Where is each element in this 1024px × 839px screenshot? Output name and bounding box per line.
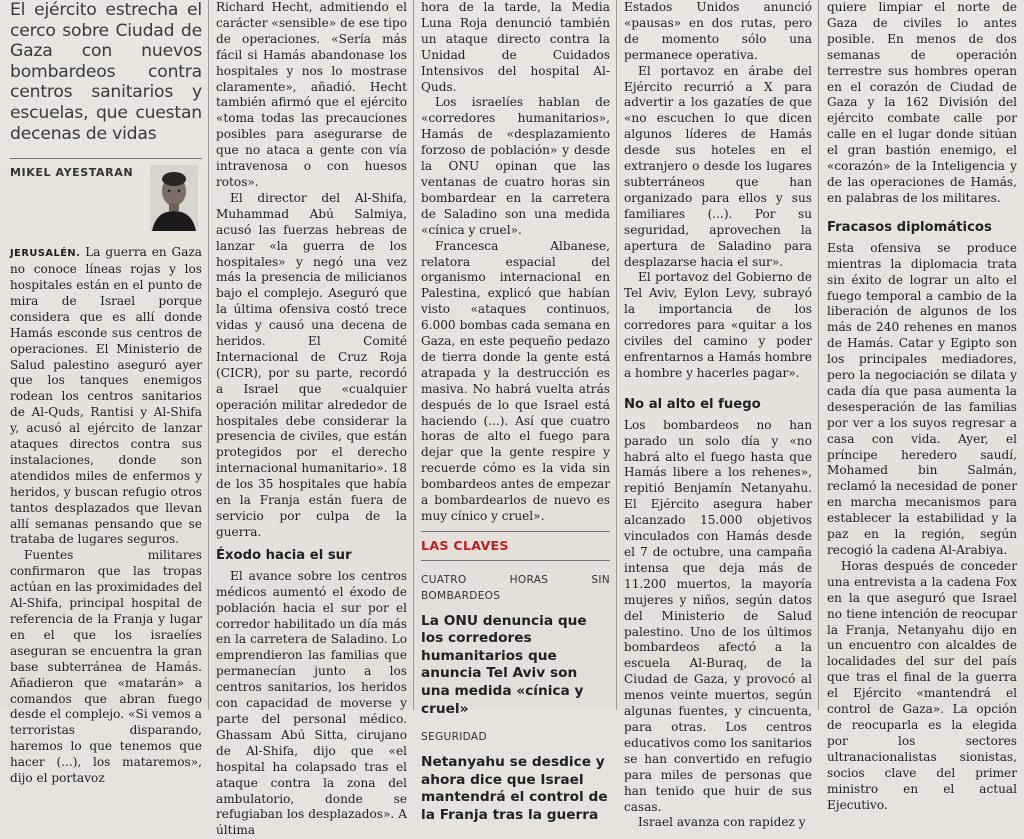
paragraph: Fuentes militares confirmaron que las tropas actúan en las proximidades del Al-Shifa, principal hospital de referencia de la Franja y lugar en el que los israelíes aseguran se encuentra la gran base subterránea de Hamás. Añadieron que «matarán» a comandos que abran fuego desde el complejo. «Si vemos a terroristas disparando, haremos lo que tenemos que hacer (...), los mataremos», dijo el portavoz <box>10 548 202 786</box>
paragraph: quiere limpiar el norte de Gaza de civiles lo antes posible. En menos de dos semanas de operación terrestre sus hombres operan en el corazón de Ciudad de Gaza y la 162 División del ejército combate calle por calle en el lugar donde sitúan el gran bastión enemigo, el «corazón» de la Inteligencia y de las operaciones de Hamás, en palabras de los militares. <box>827 0 1017 205</box>
byline-block <box>10 165 202 245</box>
divider <box>10 158 202 159</box>
column-1 <box>10 0 202 786</box>
subheading-exodo: Éxodo hacia el sur <box>216 547 352 563</box>
paragraph: Horas después de conceder una entrevista a la cadena Fox en la que aseguró que Israel no tiene intención de reocupar la Franja, Netanyahu dijo en un encuentro con alcaldes de localidades del sur del país que tras el final de la guerra el Ejército «mantendrá el control de Gaza». La opción de reocuparla es la elegida por los sectores ultranacionalistas sionistas, socios clave del primer ministro en el actual Ejecutivo. <box>827 558 1017 812</box>
paragraph: hora de la tarde, la Media Luna Roja denunció también un ataque directo contra la Unidad de Cuidados Intensivos del hospital Al-Quds. <box>421 0 610 94</box>
divider <box>421 531 610 532</box>
paragraph: Estados Unidos anunció «pausas» en dos rutas, pero de momento sólo una permanece operativa. <box>624 0 812 62</box>
claves-headline: Netanyahu se desdice y ahora dice que Israel mantendrá el control de la Franja tras la guerra <box>421 754 608 823</box>
paragraph: Francesca Albanese, relatora espacial del organismo internacional en Palestina, explicó que habían visto «ataques continuos, 6.000 bombas cada semana en Gaza, en este pequeño pedazo de tierra donde la gente está atrapada y la destrucción es masiva. No habrá vuelta atrás después de lo que Israel está haciendo (...). Así que cuatro horas de alto el fuego para dejar que la gente respire y recuerde cómo es la vida sin bombardeos antes de empezar a bombardearlos de nuevo es muy cínico y cruel». <box>421 238 610 523</box>
paragraph: Los israelíes hablan de «corredores humanitarios», Hamás de «desplazamiento forzoso de población» y desde la ONU opinan que las ventanas de cuatro horas sin bombardear en la carretera de Saladino son una medida «cínica y cruel». <box>421 95 610 237</box>
author-name: MIKEL AYESTARAN <box>10 166 134 180</box>
claves-title: LAS CLAVES <box>421 537 509 553</box>
divider <box>421 560 610 561</box>
paragraph: Los bombardeos no han parado un solo día y «no habrá alto el fuego hasta que Hamás libere a los rehenes», repitió Benjamín Netanyahu. El Ejército asegura haber alcanzado 15.000 objetivos vinculados con Hamás desde el 7 de octubre, una campaña intensa que deja más de 11.200 muertos, la mayoría mujeres y niños, según datos del Ministerio de Salud palestino. Uno de los últimos bombardeos afectó a la escuela Al-Buraq, de la Ciudad de Gaza, y provocó al menos veinte muertos, según algunas fuentes, y cincuenta, para otras. Los centros educativos como los sanitarios se han convertido en refugio para miles de personas que han tenido que huir de sus casas. <box>624 417 812 814</box>
column-3 <box>421 0 610 823</box>
dateline: JERUSALÉN. <box>10 248 81 260</box>
paragraph: Israel avanza con rapidez y <box>638 815 806 830</box>
paragraph: Richard Hecht, admitiendo el carácter «sensible» de ese tipo de operaciones. «Sería más fácil si Hamás abandonase los hospitales y nos lo mostrase claramente», añadió. Hecht también afirmó que el ejército «toma todas las precauciones posibles para asegurarse de que no ataca a gente con vía intravenosa o con huesos rotos». <box>216 0 407 189</box>
claves-headline: La ONU denuncia que los corredores humanitarios que anuncia Tel Aviv son una medida «cínica y cruel» <box>421 612 587 717</box>
paragraph: JERUSALÉN. La guerra en Gaza no conoce líneas rojas y los hospitales están en el punto de mira de Israel porque considera que es allí donde Hamás esconde sus centros de operaciones. El Ministerio de Salud palestino aseguró ayer que los tanques enemigos rodean los centros sanitarios de Al-Quds, Rantisi y Al-Shifa y, acusó al ejército de lanzar ataques directos contra sus instalaciones, donde son atendidos miles de enfermos y heridos, y buscan refugio otros tantos desplazados que llevan allí semanas pensando que se trataba de lugares seguros. <box>10 245 202 547</box>
author-photo <box>150 165 198 231</box>
column-rule <box>818 0 819 710</box>
subheading-alto-fuego: No al alto el fuego <box>624 396 761 412</box>
column-5 <box>827 0 1017 812</box>
paragraph: El portavoz en árabe del Ejército recurrió a X para advertir a los gazatíes de que «no escuchen lo que dicen algunos líderes de Hamás desde sus hoteles en el extranjero o desde los lugares subterráneos que han organizado para ellos y sus familiares (...). Por su seguridad, aprovechen la apertura de Saladino para desplazarse hacia el sur». <box>624 63 812 269</box>
paragraph: Esta ofensiva se produce mientras la diplomacia trata sin éxito de lograr un alto el fuego temporal a cambio de la liberación de algunos de los más de 240 rehenes en manos de Hamás. Catar y Egipto son los principales mediadores, pero la negociación se dilata y cada día que pasa aumenta la desesperación de las familias por ver a los suyos regresar a casa con vida. Ayer, el príncipe heredero saudí, Mohamed bin Salmán, reclamó la necesidad de poner en marcha mecanismos para establecer la estabilidad y la paz en la región, según recogió la cadena Al-Arabiya. <box>827 240 1017 557</box>
column-rule <box>616 0 617 710</box>
column-2 <box>216 0 407 838</box>
paragraph: El avance sobre los centros médicos aumentó el éxodo de población hacia el sur por el corredor habilitado un día más en la carretera de Saladino. Lo emprendieron las familias que permanecían junto a los centros sanitarios, los heridos con capacidad de moverse y parte del personal médico. Ghassam Abú Sitta, cirujano de Al-Shifa, dijo que «el hospital ha colapsado tras el ataque contra la zona del ambulatorio, donde se refugiaban los desplazados». A última <box>216 568 407 838</box>
column-rule <box>413 0 414 710</box>
subheading-fracasos: Fracasos diplomáticos <box>827 219 992 235</box>
column-rule <box>208 0 209 710</box>
paragraph: El portavoz del Gobierno de Tel Aviv, Eylon Levy, subrayó la importancia de los corredores para «quitar a los civiles del camino y poder enfrentarnos a Hamás hombre a hombre y hacerles pagar». <box>624 270 812 380</box>
claves-kicker: CUATRO HORAS SIN BOMBARDEOS <box>421 573 610 602</box>
claves-kicker: SEGURIDAD <box>421 731 487 744</box>
paragraph: El director del Al-Shifa, Muhammad Abú Salmiya, acusó las fuerzas hebreas de lanzar «la guerra de los hospitales» y negó una vez más la presencia de milicianos bajo el complejo. Aseguró que la última ofensiva costó trece vidas y causó una decena de heridos. El Comité Internacional de Cruz Roja (CICR), por su parte, recordó a Israel que «cualquier operación militar alrededor de hospitales debe considerar la presencia de civiles, que están protegidos por el derecho internacional humanitario». 18 de los 35 hospitales que había en la Franja están fuera de servicio por culpa de la guerra. <box>216 190 407 539</box>
column-4 <box>624 0 812 830</box>
article-headline: El ejército estrecha el cerco sobre Ciudad de Gaza con nuevos bombardeos contra centros sanitarios y escuelas, que cuestan decenas de vidas <box>10 0 202 144</box>
